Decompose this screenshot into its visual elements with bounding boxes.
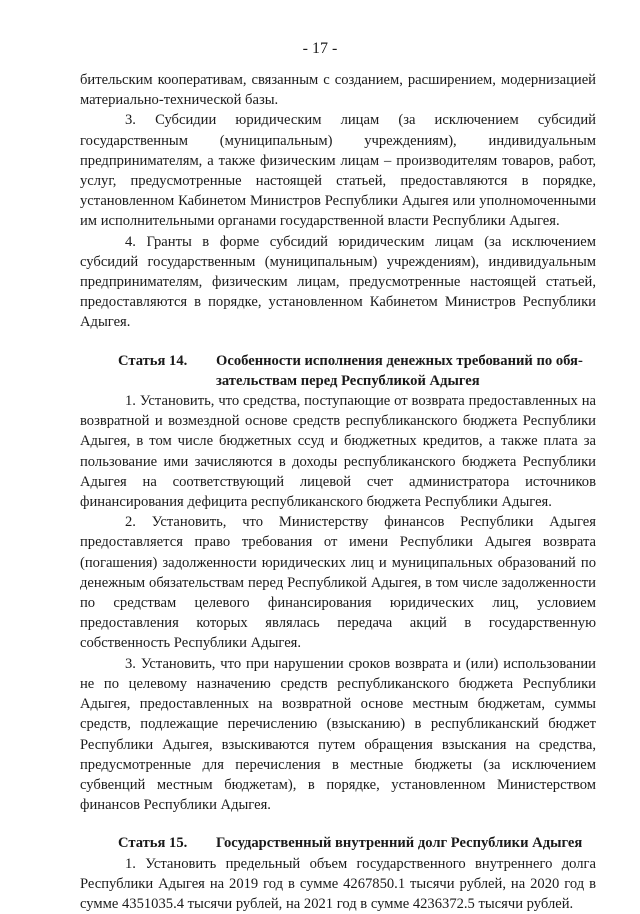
article-14-title-line-2: зательствам перед Республикой Адыгея (216, 372, 480, 389)
spacer (80, 333, 596, 351)
article-15-heading (80, 833, 596, 853)
article-15-number: Статья 15. (118, 835, 188, 852)
article-15-paragraph-1: 1. Установить предельный объем государственного внутреннего долга Республики Адыгея на 2019 год в сумме 4267850.1 тысячи рублей, на 2020 год в сумме 4351035.4 тысячи рублей, на 2021 год в сумме 4236372.5 тысячи рублей. (80, 855, 596, 912)
article-14-paragraph-3: 3. Установить, что при нарушении сроков возврата и (или) использовании не по целевому назначению средств республиканского бюджета Республики Адыгея, предоставленных на возвратной основе местным бюджетам, суммы средств, подлежащие перечислению (взысканию) в республиканский бюджет Республики Адыгея, взыскиваются путем обращения взыскания на средства, предусмотренные для перечисления в местные бюджеты (за исключением субвенций местным бюджетам), в порядке, установленном Министерством финансов Республики Адыгея. (80, 655, 596, 814)
article-13-paragraph-4: 4. Гранты в форме субсидий юридическим лицам (за исключением субсидий государственным (муниципальным) учреждениям), индивидуальным предпринимателям, физическим лицам, предусмотренные настоящей статьей, предоставляются в порядке, установленном Кабинетом Министров Республики Адыгея. (80, 233, 596, 331)
spacer (80, 815, 596, 833)
article-15-title: Государственный внутренний долг Республики Адыгея (216, 835, 583, 852)
continuation-paragraph: бительским кооперативам, связанным с созданием, расширением, модернизацией материально-технической базы. (80, 72, 596, 109)
article-14-paragraph-1: 1. Установить, что средства, поступающие от возврата предоставленных на возвратной и возмездной основе средств республиканского бюджета Республики Адыгея, в том числе бюджетных ссуд и бюджетных кредитов, а также плата за пользование ими зачисляются в доходы республиканского бюджета Республики Адыгея на соответствующий лицевой счет администратора источников финансирования дефицита республиканского бюджета Республики Адыгея. (80, 393, 596, 511)
article-14-paragraph-2: 2. Установить, что Министерству финансов Республики Адыгея предоставляется право требования от имени Республики Адыгея возврата (погашения) задолженности юридических лиц и муниципальных образований по денежным обязательствам перед Республикой Адыгея, в том числе задолженности по средствам целевого финансирования юридических лиц, условием предоставления которых являлась передача акций в государственную собственность Республики Адыгея. (80, 514, 596, 652)
page-number: - 17 - (302, 40, 338, 57)
article-14-title-line-1: Особенности исполнения денежных требований по обя- (216, 352, 583, 369)
document-body (80, 70, 596, 914)
article-14-number: Статья 14. (118, 352, 188, 369)
article-13-paragraph-3: 3. Субсидии юридическим лицам (за исключением субсидий государственным (муниципальным) учреждениям), индивидуальным предпринимателям, а также физическим лицам – производителям товаров, работ, услуг, предусмотренные настоящей статьей, предоставляются в порядке, установленном Кабинетом Министров Республики Адыгея или уполномоченными им исполнительными органами государственной власти Республики Адыгея. (80, 112, 596, 230)
article-14-heading (80, 351, 596, 391)
